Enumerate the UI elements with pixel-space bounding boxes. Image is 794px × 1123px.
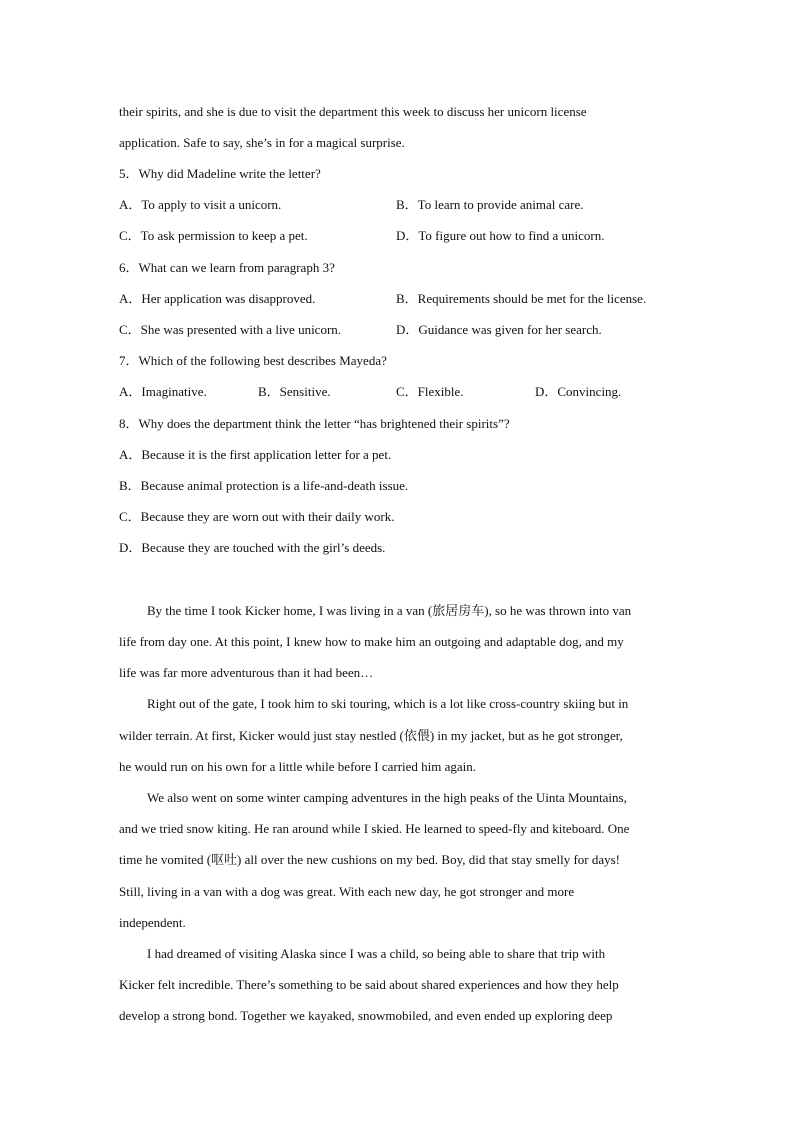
passage-b-p1-line-3: life was far more adventurous than it had been… [119, 665, 374, 680]
passage-b-p3-line-5: independent. [119, 915, 186, 930]
question-6-option-d: D．Guidance was given for her search. [396, 322, 602, 337]
passage-b-p3-line-4: Still, living in a van with a dog was great. With each new day, he got stronger and more [119, 884, 575, 899]
passage-b-p4-line-3: develop a strong bond. Together we kayaked, snowmobiled, and even ended up exploring deep [119, 1008, 613, 1023]
question-5-option-d: D．To figure out how to find a unicorn. [396, 228, 605, 243]
passage-b-p4-line-1: I had dreamed of visiting Alaska since I was a child, so being able to share that trip with [147, 946, 606, 961]
question-8-option-d: D．Because they are touched with the girl’s deeds. [119, 540, 386, 555]
question-7-option-b: B．Sensitive. [258, 384, 331, 399]
question-7-option-a: A．Imaginative. [119, 384, 207, 399]
question-6-option-c: C．She was presented with a live unicorn. [119, 322, 342, 337]
passage-b-p1-line-1: By the time I took Kicker home, I was living in a van (旅居房车), so he was thrown into van [147, 603, 632, 618]
question-8-stem: 8．Why does the department think the letter “has brightened their spirits”? [119, 416, 510, 431]
passage-b-p2-line-2: wilder terrain. At first, Kicker would just stay nestled (依偎) in my jacket, but as he got stronger, [119, 728, 623, 743]
passage-b-p3-line-3: time he vomited (呕吐) all over the new cushions on my bed. Boy, did that stay smelly for days! [119, 852, 621, 867]
question-8-option-c: C．Because they are worn out with their daily work. [119, 509, 395, 524]
question-5-option-c: C．To ask permission to keep a pet. [119, 228, 308, 243]
question-8-option-b: B．Because animal protection is a life-and-death issue. [119, 478, 409, 493]
passage-b-p4-line-2: Kicker felt incredible. There’s something to be said about shared experiences and how they help [119, 977, 619, 992]
passage-b-p2-line-3: he would run on his own for a little while before I carried him again. [119, 759, 477, 774]
question-8-option-a: A．Because it is the first application letter for a pet. [119, 447, 392, 462]
question-5-option-b: B．To learn to provide animal care. [396, 197, 584, 212]
question-7-option-d: D．Convincing. [535, 384, 622, 399]
question-5-option-a: A．To apply to visit a unicorn. [119, 197, 282, 212]
passage-b-p1-line-2: life from day one. At this point, I knew how to make him an outgoing and adaptable dog, and my [119, 634, 624, 649]
question-7-option-c: C．Flexible. [396, 384, 464, 399]
passage-a-line-1: their spirits, and she is due to visit the department this week to discuss her unicorn license [119, 104, 587, 119]
question-5-stem: 5．Why did Madeline write the letter? [119, 166, 321, 181]
question-6-option-a: A．Her application was disapproved. [119, 291, 316, 306]
passage-a-line-2: application. Safe to say, she’s in for a magical surprise. [119, 135, 405, 150]
question-7-stem: 7．Which of the following best describes Mayeda? [119, 353, 387, 368]
question-6-option-b: B．Requirements should be met for the license. [396, 291, 647, 306]
passage-b-p2-line-1: Right out of the gate, I took him to ski touring, which is a lot like cross-country skiing but in [147, 696, 629, 711]
passage-b-p3-line-1: We also went on some winter camping adventures in the high peaks of the Uinta Mountains, [147, 790, 627, 805]
passage-b-p3-line-2: and we tried snow kiting. He ran around while I skied. He learned to speed-fly and kiteboard. One [119, 821, 630, 836]
question-6-stem: 6．What can we learn from paragraph 3? [119, 260, 335, 275]
